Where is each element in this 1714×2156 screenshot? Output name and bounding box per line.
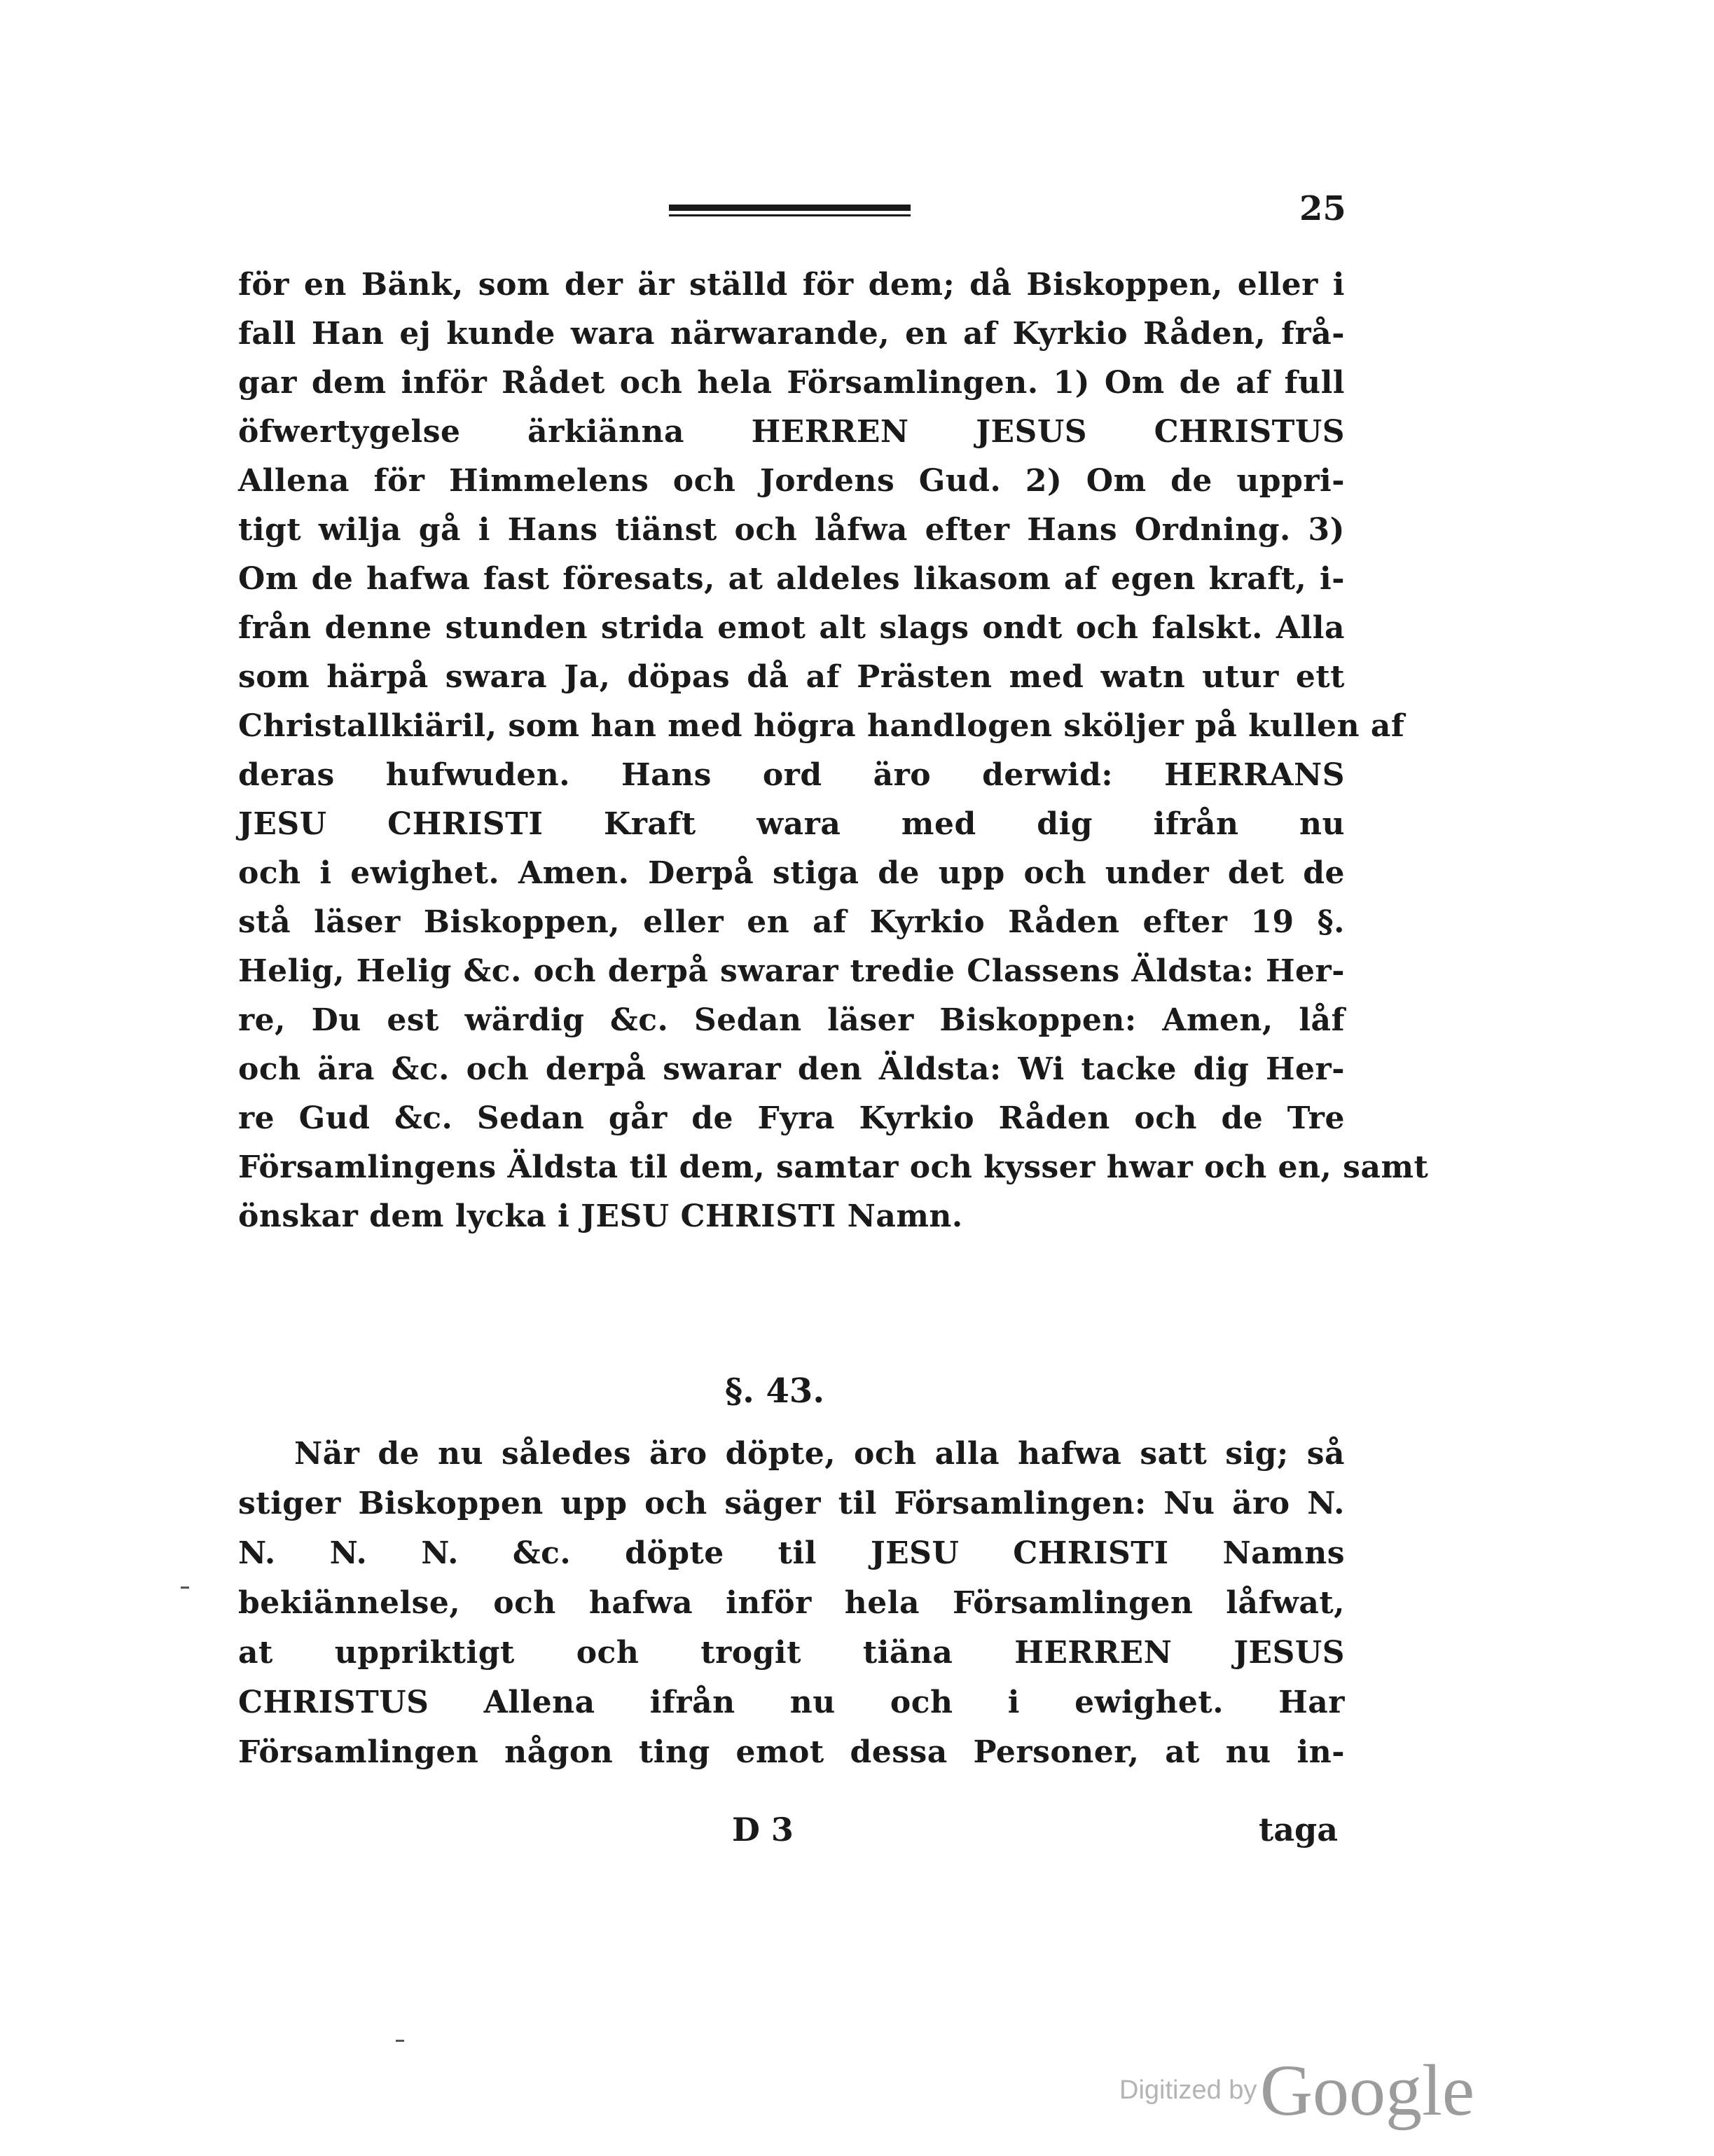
text-line: Om de hafwa fast föresats, at aldeles likasom af egen kraft, i- xyxy=(238,561,1345,597)
margin-speck xyxy=(396,2040,404,2042)
text-line: tigt wilja gå i Hans tiänst och låfwa efter Hans Ordning. 3) xyxy=(238,512,1345,548)
text-line: JESU CHRISTI Kraft wara med dig ifrån nu xyxy=(238,806,1345,842)
margin-speck xyxy=(181,1587,189,1589)
text-line: N. N. N. &c. döpte til JESU CHRISTI Namns xyxy=(238,1535,1345,1571)
text-line: deras hufwuden. Hans ord äro derwid: HERRANS xyxy=(238,757,1345,793)
paragraph-1 xyxy=(238,261,1429,1241)
text-line: stå läser Biskoppen, eller en af Kyrkio Råden efter 19 §. xyxy=(238,904,1345,940)
google-logo: Google xyxy=(1259,2050,1475,2131)
watermark-prefix: Digitized by xyxy=(1119,2075,1257,2105)
text-line: gar dem inför Rådet och hela Församlingen. 1) Om de af full xyxy=(238,365,1345,401)
text-line: Allena för Himmelens och Jordens Gud. 2) Om de uppri- xyxy=(238,463,1345,499)
digitized-by-google-watermark xyxy=(1119,2049,1474,2132)
text-line: som härpå swara Ja, döpas då af Prästen med watn utur ett xyxy=(238,659,1345,695)
page-number: 25 xyxy=(1299,189,1346,228)
section-heading: §. 43. xyxy=(725,1371,825,1411)
text-line: at uppriktigt och trogit tiäna HERREN JESUS xyxy=(238,1635,1345,1671)
text-line: och i ewighet. Amen. Derpå stiga de upp och under det de xyxy=(238,855,1345,891)
text-line: När de nu således äro döpte, och alla hafwa satt sig; så xyxy=(294,1436,1345,1472)
text-line: och ära &c. och derpå swarar den Äldsta: Wi tacke dig Her- xyxy=(238,1051,1345,1087)
text-line: bekiännelse, och hafwa inför hela Församlingen låfwat, xyxy=(238,1585,1345,1621)
signature-mark: D 3 xyxy=(732,1811,794,1849)
text-line: re, Du est wärdig &c. Sedan läser Biskoppen: Amen, låf xyxy=(238,1002,1345,1038)
text-line: för en Bänk, som der är ställd för dem; då Biskoppen, eller i xyxy=(238,267,1345,303)
header-rule xyxy=(669,205,911,219)
text-line: Christallkiäril, som han med högra handlogen sköljer på kullen af xyxy=(238,708,1405,744)
text-line: fall Han ej kunde wara närwarande, en af Kyrkio Råden, frå- xyxy=(238,316,1345,352)
text-line: Församlingens Äldsta til dem, samtar och kysser hwar och en, samt xyxy=(238,1149,1429,1185)
text-line: från denne stunden strida emot alt slags ondt och falskt. Alla xyxy=(238,610,1345,646)
text-line: stiger Biskoppen upp och säger til Församlingen: Nu äro N. xyxy=(238,1486,1345,1521)
paragraph-2 xyxy=(238,1429,1345,1777)
catchword: taga xyxy=(1259,1811,1339,1849)
text-line: re Gud &c. Sedan går de Fyra Kyrkio Råden och de Tre xyxy=(238,1100,1345,1136)
text-line: Församlingen någon ting emot dessa Personer, at nu in- xyxy=(238,1734,1345,1770)
text-line: CHRISTUS Allena ifrån nu och i ewighet. Har xyxy=(238,1685,1345,1720)
text-line: önskar dem lycka i JESU CHRISTI Namn. xyxy=(238,1198,963,1234)
text-line: öfwertygelse ärkiänna HERREN JESUS CHRISTUS xyxy=(238,414,1345,450)
text-line: Helig, Helig &c. och derpå swarar tredie Classens Äldsta: Her- xyxy=(238,953,1345,989)
